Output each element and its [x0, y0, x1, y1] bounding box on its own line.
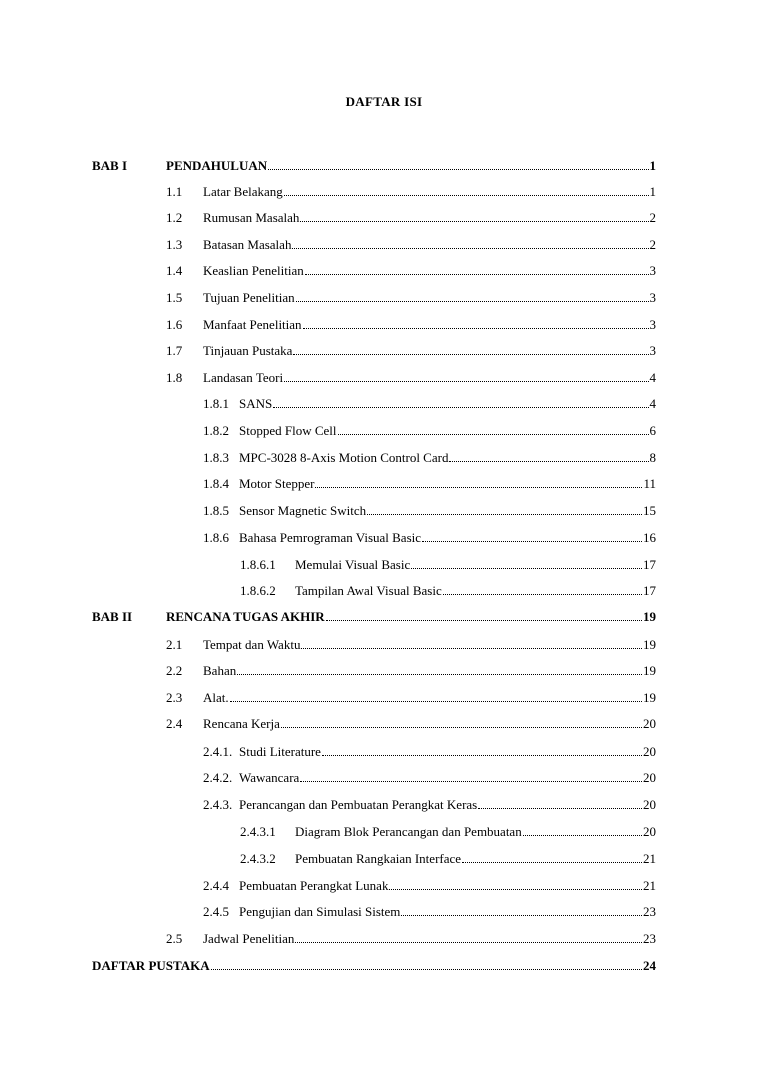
section-number: 1.8.4 — [203, 476, 229, 491]
section-number: 2.2 — [166, 663, 183, 678]
dot-leader — [292, 236, 648, 249]
dot-leader — [273, 395, 648, 408]
section-title: Bahasa Pemrograman Visual Basic — [239, 530, 422, 545]
page-number: 20 — [643, 797, 656, 812]
toc-entry[interactable] — [166, 715, 656, 733]
page-number: 1 — [649, 184, 656, 199]
section-number: 2.4.1. — [203, 744, 233, 759]
page-number: 8 — [649, 450, 656, 465]
toc-entry[interactable] — [92, 957, 656, 975]
page-title: DAFTAR ISI — [345, 94, 423, 109]
section-number: 2.4.3.1 — [240, 824, 276, 839]
page-number: 3 — [649, 317, 656, 332]
toc-entry[interactable] — [203, 769, 656, 787]
section-number: 1.6 — [166, 317, 183, 332]
dot-leader — [211, 957, 642, 970]
section-title: Bahan — [203, 663, 237, 678]
section-title: Latar Belakang — [203, 184, 283, 199]
section-title: Motor Stepper — [239, 476, 315, 491]
section-number: 1.1 — [166, 184, 183, 199]
section-title: Tujuan Penelitian — [203, 290, 295, 305]
section-number: 2.4.2. — [203, 770, 233, 785]
section-title: DAFTAR PUSTAKA — [92, 958, 210, 973]
toc-entry[interactable] — [203, 743, 656, 761]
dot-leader — [443, 582, 642, 595]
section-number: 1.8.6.2 — [240, 583, 276, 598]
toc-entry[interactable] — [203, 529, 656, 547]
dot-leader — [322, 743, 642, 756]
dot-leader — [284, 183, 649, 196]
dot-leader — [230, 689, 642, 702]
toc-entry[interactable] — [240, 823, 656, 841]
section-number: 2.1 — [166, 637, 183, 652]
page-number: 3 — [649, 263, 656, 278]
section-title: Studi Literature — [239, 744, 321, 759]
toc-entry[interactable] — [166, 157, 656, 175]
page-number: 15 — [643, 503, 656, 518]
page-number: 17 — [643, 557, 656, 572]
section-number: 2.4 — [166, 716, 183, 731]
toc-entry[interactable] — [166, 369, 656, 387]
page-number: 11 — [643, 476, 656, 491]
page-number: 20 — [643, 744, 656, 759]
page-number: 20 — [643, 770, 656, 785]
dot-leader — [300, 209, 648, 222]
section-title: SANS — [239, 396, 273, 411]
page-number: 20 — [643, 716, 656, 731]
page-number: 19 — [643, 637, 656, 652]
section-number: 1.8.5 — [203, 503, 229, 518]
section-number: 1.4 — [166, 263, 183, 278]
section-number: 1.8.1 — [203, 396, 229, 411]
page-number: 17 — [643, 583, 656, 598]
page-number: 19 — [643, 609, 656, 624]
section-number: 2.3 — [166, 690, 183, 705]
section-title: Jadwal Penelitian — [203, 931, 295, 946]
page-number: 4 — [649, 396, 656, 411]
section-title: Perancangan dan Pembuatan Perangkat Keras — [239, 797, 478, 812]
dot-leader — [301, 636, 642, 649]
section-title: Pembuatan Perangkat Lunak — [239, 878, 389, 893]
section-title: Alat. — [203, 690, 229, 705]
section-number: 1.5 — [166, 290, 183, 305]
toc-entry[interactable] — [166, 209, 656, 227]
toc-entry[interactable] — [240, 850, 656, 868]
section-number: 2.4.3.2 — [240, 851, 276, 866]
section-title: Tempat dan Waktu — [203, 637, 301, 652]
section-number: 2.4.5 — [203, 904, 229, 919]
page-number: 23 — [643, 931, 656, 946]
section-number: 1.8 — [166, 370, 183, 385]
section-title: Memulai Visual Basic — [295, 557, 411, 572]
toc-entry[interactable] — [166, 262, 656, 280]
page-number: 4 — [649, 370, 656, 385]
page-number: 2 — [649, 210, 656, 225]
page-number: 3 — [649, 290, 656, 305]
section-title: Pembuatan Rangkaian Interface — [295, 851, 462, 866]
page-number: 1 — [649, 158, 656, 173]
section-number: 2.4.3. — [203, 797, 233, 812]
section-title: Tampilan Awal Visual Basic — [295, 583, 442, 598]
section-title: PENDAHULUAN — [166, 158, 268, 173]
dot-leader — [284, 369, 648, 382]
page-number: 21 — [643, 878, 656, 893]
section-title: Wawancara — [239, 770, 300, 785]
section-title: Pengujian dan Simulasi Sistem — [239, 904, 401, 919]
dot-leader — [293, 342, 648, 355]
toc-entry[interactable] — [166, 316, 656, 334]
page-number: 6 — [649, 423, 656, 438]
page-number: 21 — [643, 851, 656, 866]
dot-leader — [367, 502, 642, 515]
section-title: Landasan Teori — [203, 370, 284, 385]
bab-label: BAB I — [92, 158, 128, 173]
toc-entry[interactable] — [203, 422, 656, 440]
dot-leader — [449, 449, 648, 462]
toc-entry[interactable] — [203, 502, 656, 520]
toc-entry[interactable] — [203, 395, 656, 413]
page-number: 23 — [643, 904, 656, 919]
dot-leader — [303, 316, 649, 329]
section-title: Batasan Masalah — [203, 237, 292, 252]
dot-leader — [401, 903, 642, 916]
dot-leader — [295, 930, 642, 943]
section-title: MPC-3028 8-Axis Motion Control Card — [239, 450, 449, 465]
section-title: Rumusan Masalah — [203, 210, 300, 225]
section-title: RENCANA TUGAS AKHIR — [166, 609, 325, 624]
toc-entry[interactable] — [203, 796, 656, 814]
toc-entry[interactable] — [203, 449, 656, 467]
toc-entry[interactable] — [166, 662, 656, 680]
toc-entry[interactable] — [166, 289, 656, 307]
page-number: 20 — [643, 824, 656, 839]
toc-entry[interactable] — [166, 689, 656, 707]
page-number: 2 — [649, 237, 656, 252]
section-number: 2.5 — [166, 931, 183, 946]
section-number: 1.7 — [166, 343, 183, 358]
section-number: 1.8.2 — [203, 423, 229, 438]
dot-leader — [296, 289, 649, 302]
page-number: 19 — [643, 690, 656, 705]
section-number: 1.8.6 — [203, 530, 229, 545]
page-number: 3 — [649, 343, 656, 358]
section-title: Manfaat Penelitian — [203, 317, 302, 332]
dot-leader — [300, 769, 642, 782]
toc-entry[interactable] — [203, 475, 656, 493]
dot-leader — [237, 662, 642, 675]
section-title: Diagram Blok Perancangan dan Pembuatan — [295, 824, 522, 839]
section-number: 1.2 — [166, 210, 183, 225]
page-number: 16 — [643, 530, 656, 545]
section-number: 1.8.6.1 — [240, 557, 276, 572]
dot-leader — [462, 850, 642, 863]
toc-entry[interactable] — [166, 930, 656, 948]
dot-leader — [281, 715, 642, 728]
page-number: 24 — [643, 958, 656, 973]
toc-entry[interactable] — [166, 236, 656, 254]
section-title: Keaslian Penelitian — [203, 263, 304, 278]
section-title: Rencana Kerja — [203, 716, 280, 731]
toc-entry[interactable] — [240, 556, 656, 574]
section-number: 1.3 — [166, 237, 183, 252]
bab-label: BAB II — [92, 609, 133, 624]
toc-entry[interactable] — [166, 183, 656, 201]
toc-entry[interactable] — [166, 608, 656, 626]
toc-entry[interactable] — [166, 342, 656, 360]
dot-leader — [478, 796, 642, 809]
section-number: 2.4.4 — [203, 878, 229, 893]
dot-leader — [523, 823, 642, 836]
page-number: 19 — [643, 663, 656, 678]
section-title: Stopped Flow Cell — [239, 423, 337, 438]
dot-leader — [315, 475, 642, 488]
dot-leader — [411, 556, 642, 569]
dot-leader — [326, 608, 642, 621]
dot-leader — [338, 422, 649, 435]
toc-entry[interactable] — [240, 582, 656, 600]
dot-leader — [389, 877, 642, 890]
toc-entry[interactable] — [166, 636, 656, 654]
dot-leader — [268, 157, 648, 170]
dot-leader — [305, 262, 649, 275]
toc-entry[interactable] — [203, 903, 656, 921]
toc-entry[interactable] — [203, 877, 656, 895]
dot-leader — [422, 529, 642, 542]
section-title: Tinjauan Pustaka — [203, 343, 293, 358]
section-title: Sensor Magnetic Switch — [239, 503, 367, 518]
section-number: 1.8.3 — [203, 450, 229, 465]
